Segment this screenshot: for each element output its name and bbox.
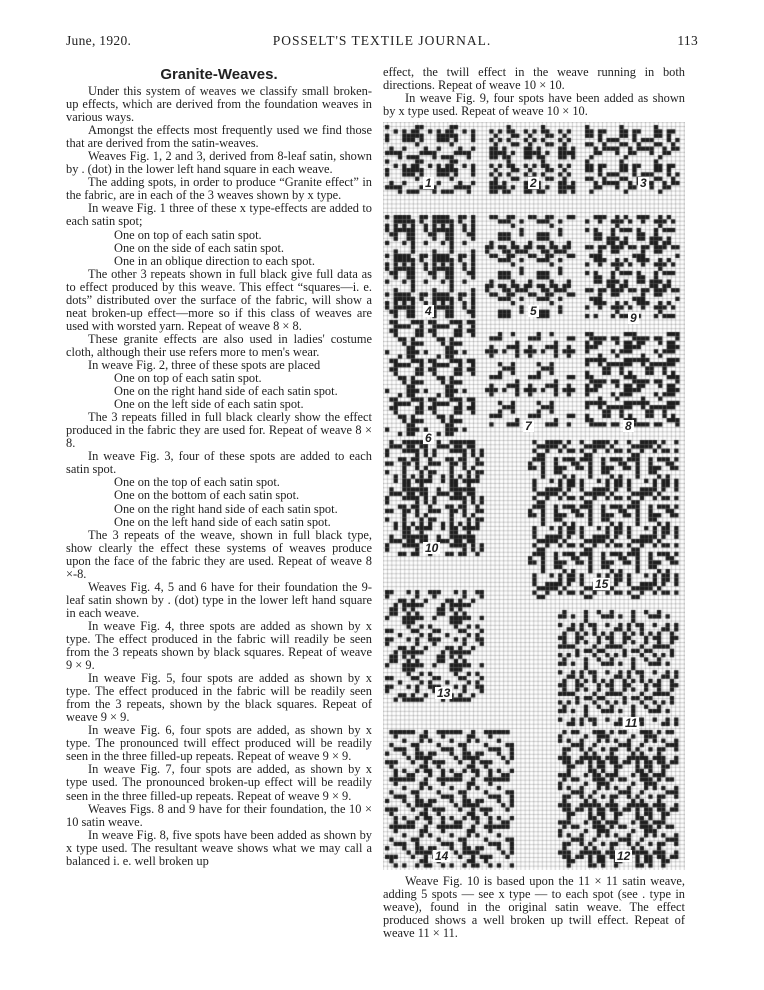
figure-label: 3 (640, 176, 647, 190)
paragraph: The other 3 repeats shown in full black give full data as to effect produced by this weave. This effect “squares—i. e. dots” distributed over the surface of the fabric, will show a neat broken-up effect—more so if this class of weaves are used with worsted yarn. Repeat of weave 8 × 8. (66, 266, 372, 333)
paragraph: In weave Fig. 4, three spots are added as shown by x type. The effect produced in the fabric will readily be seen from the 3 repeats shown by black squares. Repeat of weave 9 × 9. (66, 618, 372, 673)
paragraph: One on the left side of each satin spot. (114, 397, 304, 412)
paragraph: In weave Fig. 8, five spots have been added as shown by x type used. The resultant weave shows what we may call a balanced i. e. well broken up (66, 827, 372, 868)
paragraph: In weave Fig. 1 three of these x type-effects are added to each satin spot; (66, 201, 372, 229)
figure-label: 1 (425, 176, 432, 190)
left-column (66, 66, 372, 868)
paragraph: One in an oblique direction to each spot. (114, 253, 315, 268)
right-column-bottom (383, 875, 685, 940)
paragraph: Under this system of weaves we classify small broken-up effects, which are derived from the foundation weaves in various ways. (66, 84, 372, 125)
paragraph: One on the bottom of each satin spot. (114, 488, 300, 503)
paragraph: In weave Fig. 3, four of these spots are added to each satin spot. (66, 449, 372, 477)
issue-date: June, 1920. (66, 33, 132, 48)
right-column-top (383, 66, 685, 118)
paragraph: One on the right hand side of each satin spot. (114, 384, 338, 399)
paragraph: Weaves Fig. 1, 2 and 3, derived from 8-leaf satin, shown by . (dot) in the lower left hand square in each weave. (66, 149, 372, 177)
paragraph: One on the top of each satin spot. (114, 475, 280, 490)
figure-label: 7 (525, 419, 532, 433)
paragraph: effect, the twill effect in the weave running in both directions. Repeat of weave 10 × 10. (383, 65, 685, 93)
paragraph: In weave Fig. 5, four spots are added as shown by x type. The effect produced in the fabric will be readily seen from the 3 repeats, shown by the black squares. Repeat of weave 9 × 9. (66, 671, 372, 725)
figure-label: 4 (425, 304, 432, 318)
article-title: Granite-Weaves. (160, 66, 278, 83)
left-column-body (66, 85, 372, 868)
figure-label: 2 (530, 176, 537, 190)
figure-label: 15 (595, 577, 609, 591)
figure-label: 13 (437, 686, 451, 700)
figure-label: 14 (435, 849, 449, 863)
paragraph: Amongst the effects most frequently used we find those that are derived from the satin-weaves. (66, 123, 372, 151)
figure-label: 9 (630, 311, 637, 325)
paragraph: Weave Fig. 10 is based upon the 11 × 11 satin weave, adding 5 spots — see x type — to each spot (see . type in weave), found in the original satin weave. The effect produced shows a well broken up twill effect. Repeat of weave 11 × 11. (383, 874, 685, 941)
paragraph: The 3 repeats filled in full black clearly show the effect produced in the fabric they are used for. Repeat of weave 8 × 8. (66, 410, 372, 451)
figure-label: 12 (617, 849, 631, 863)
weave-figures (383, 122, 685, 870)
figure-label: 6 (425, 431, 432, 445)
paragraph: In weave Fig. 7, four spots are added, as shown by x type used. The pronounced broken-up effect will be readily seen in the three filled-up repeats. Repeat of weave 9 × 9. (66, 762, 372, 803)
weave-grid-drawing (383, 122, 685, 870)
figure-label: 11 (625, 716, 638, 730)
paragraph: These granite effects are also used in ladies' costume cloth, although their use refers more to men's wear. (66, 331, 372, 359)
paragraph: In weave Fig. 6, four spots are added, as shown by x type. The pronounced twill effect produced will be readily seen in the three filled-up repeats. Repeat of weave 9 × 9. (66, 723, 372, 764)
paragraph: Weaves Figs. 8 and 9 have for their foundation, the 10 × 10 satin weave. (66, 801, 372, 829)
paragraph: One on top of each satin spot. (114, 371, 262, 386)
paragraph: The adding spots, in order to produce “Granite effect” in the fabric, are in each of the 3 weaves shown by x type. (66, 175, 372, 203)
paragraph: In weave Fig. 2, three of these spots are placed (88, 357, 321, 372)
figure-label: 8 (625, 419, 632, 433)
paragraph: In weave Fig. 9, four spots have been added as shown by x type used. Repeat of weave 10 × 10. (383, 91, 685, 119)
paragraph: One on the side of each satin spot. (114, 240, 284, 255)
paragraph: One on the left hand side of each satin spot. (114, 514, 331, 529)
page-number: 113 (677, 33, 698, 48)
paragraph: The 3 repeats of the weave, shown in full black type, show clearly the effect these systems of weaves produce upon the face of the fabric they are used. Repeat of weave 8 ×-8. (66, 527, 372, 581)
paragraph: Weaves Fig. 4, 5 and 6 have for their foundation the 9-leaf satin shown by . (dot) type in the lower left hand square in each weave. (66, 579, 372, 620)
figure-label: 5 (530, 304, 537, 318)
paragraph: One on the right hand side of each satin spot. (114, 501, 338, 516)
figure-label: 10 (425, 541, 439, 555)
paragraph: One on top of each satin spot. (114, 227, 262, 242)
journal-title: POSSELT'S TEXTILE JOURNAL. (272, 33, 492, 48)
